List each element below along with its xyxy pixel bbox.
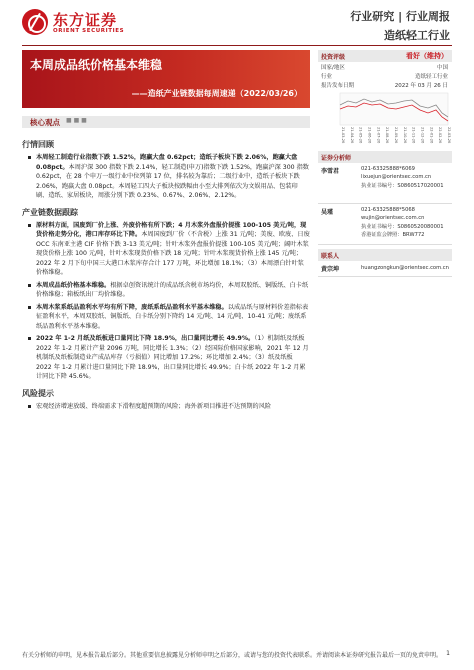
section-industry-title: 产业链数据跟踪 — [22, 207, 78, 217]
core-view-dots: ■ ■ ■ — [66, 117, 87, 124]
orient-securities-logo — [22, 9, 132, 39]
analysts-bar — [318, 151, 452, 163]
analyst-tel: 021-63325888*6069 — [361, 166, 415, 172]
bullet-text: 宏观经济增速放缓、终端需求下滑程度超预期的风险；海外新项目推进不达预期的风险 — [36, 402, 272, 410]
bullet-square-icon — [28, 405, 31, 408]
bullet-lead: 原材料方面，国废到厂价上涨、外废价格有所下跌；4 月木浆外盘报价提涨 100-105 美元/吨，现货价格走势分化，港口库存环比下降。 — [36, 221, 307, 238]
analyst-cert-hk: 香港证监会牌照：BRW772 — [361, 232, 425, 238]
analyst-card-1 — [318, 163, 452, 204]
x-tick-label: 21-03-26 — [341, 127, 345, 144]
bullet-square-icon — [28, 224, 31, 227]
page-number: 1 — [446, 650, 450, 657]
contact-email[interactable]: huangzongkun@orientsec.com.cn — [361, 265, 449, 271]
x-tick-label: 21-10-26 — [402, 127, 407, 144]
meta-row-date — [318, 80, 452, 89]
index-trend-chart — [318, 91, 452, 151]
analyst-cert: 执业证书编号：S0860517020001 — [361, 183, 444, 189]
industry-bullet-4 — [22, 334, 310, 382]
bullet-square-icon — [28, 306, 31, 309]
x-tick-label: 21-06-26 — [367, 127, 372, 144]
report-subtitle: ——造纸产业链数据每周速递（2022/03/26） — [131, 89, 302, 98]
risk-bullet-1 — [22, 402, 310, 412]
x-tick-label: 21-05-26 — [358, 127, 363, 144]
rating-bar — [318, 50, 452, 62]
bullet-text: 以成品纸与原材料价差指标表征盈利水平，本周双胶纸、铜版纸、白卡纸分别下降约 14 元/吨、14 元/吨、10-41 元/吨；废纸系纸品盈利水平基本维稳。 — [36, 303, 309, 330]
market-bullet-1 — [22, 153, 310, 201]
industry-bullet-2 — [22, 281, 310, 300]
bullet-lead: 本周木浆系纸品盈利水平均有所下降，废纸系纸品盈利水平基本维稳。 — [36, 303, 228, 311]
bullet-lead: 本周成品纸价格基本维稳。 — [36, 281, 111, 289]
analyst-email[interactable]: lixuejun@orientsec.com.cn — [361, 174, 432, 180]
analyst-name: 李雪君 — [321, 168, 340, 175]
report-header — [0, 0, 474, 46]
bullet-text: 本周国废到厂价（不含税）上涨 31 元/吨；美废、欧废、日废 OCC 东南亚主港 CIF 价格下跌 3-13 美元/吨；针叶木浆外盘报价提涨 100-105 美元/吨；阔叶木浆现货价格上涨 100 元/吨，针叶木浆现货价格下跌 18 元/吨；针叶木浆现货价格上涨 145 元/吨；2022 年 2 月下旬中国三大港口木浆库存合计 177 万吨，环比增加 18.1%；（3）本周漂白针叶浆价格维稳。 — [36, 231, 310, 276]
report-industry: 造纸轻工行业 — [384, 29, 450, 42]
logo-en-text: ORIENT SECURITIES — [53, 28, 125, 34]
x-tick-label: 22-02-26 — [438, 127, 443, 144]
meta-key: 行业 — [321, 74, 333, 80]
section-risk-title: 风险提示 — [22, 388, 54, 398]
rating-label: 投资评级 — [321, 54, 346, 61]
analyst-email[interactable]: wujin@orientsec.com.cn — [361, 215, 425, 221]
analyst-card-2 — [318, 204, 452, 245]
bullet-square-icon — [28, 284, 31, 287]
core-view-label: 核心观点 — [30, 118, 60, 127]
x-tick-label: 22-03-26 — [447, 127, 451, 144]
industry-bullet-3 — [22, 303, 310, 332]
main-content — [22, 133, 310, 414]
contacts-bar — [318, 249, 452, 261]
bullet-lead: 本周轻工制造行业指数下跌 1.52%，跑赢大盘 0.62pct；造纸子板块下跌 2.06%，跑赢大盘 0.08pct。 — [36, 154, 298, 171]
analysts-label: 证券分析师 — [321, 155, 352, 162]
bullet-text: 本周沪深 300 指数下跌 2.14%，轻工制造(申万)指数下跌 1.52%，跑赢沪深 300 指数 0.62pct，在 28 个申万一级行业中位列第 17 位，排名较为靠后；二级行业中，造纸子板块下跌 2.06%，跑赢大盘 0.08pct。本周轻工四大子板块按跌幅由小至大排列依次为文娱用品、包装印刷、造纸、家居板块，周涨分别下跌 0.23%、0.67%、2.06%、2.12%。 — [36, 163, 309, 199]
bullet-text: 根据卓创资讯统计的成品纸含税市场均价，本周双胶纸、铜版纸、白卡纸价格维稳；箱板纸出厂均价维稳。 — [36, 281, 309, 298]
bullet-square-icon — [28, 337, 31, 340]
title-banner — [22, 50, 310, 108]
x-tick-label: 21-12-26 — [420, 127, 425, 144]
contacts-label: 联系人 — [321, 253, 340, 260]
analyst-tel: 021-63325888*5068 — [361, 207, 415, 213]
logo-cn-text: 东方证券 — [53, 11, 118, 29]
report-type: 行业研究 | 行业周报 — [350, 10, 450, 23]
core-view-bar — [22, 116, 310, 128]
x-tick-label: 21-07-26 — [376, 127, 381, 144]
rating-value: 看好（维持） — [406, 52, 448, 60]
meta-value: 造纸轻工行业 — [414, 74, 448, 80]
logo-emblem-icon — [22, 9, 48, 35]
analyst-name: 吴瑾 — [321, 209, 334, 216]
meta-value: 2022 年 03 月 26 日 — [394, 83, 448, 89]
x-tick-label: 21-08-26 — [385, 127, 390, 144]
bullet-square-icon — [28, 156, 31, 159]
industry-bullet-1 — [22, 221, 310, 278]
meta-row-region — [318, 62, 452, 71]
report-title: 本周成品纸价格基本维稳 — [30, 58, 163, 72]
contact-name: 黄宗坤 — [321, 266, 340, 273]
trend-chart-svg — [318, 91, 452, 151]
meta-key: 国家/地区 — [321, 65, 345, 71]
x-tick-label: 22-01-26 — [429, 127, 434, 144]
x-tick-label: 21-09-26 — [394, 127, 398, 144]
meta-value: 中国 — [436, 65, 448, 71]
bullet-text: （1）机制纸及纸板 2022 年 1-2 月累计产量 2096 万吨，同比增长 1.3%；（2）经国际价格国家影响，2021 年 12 月机制纸及纸板制造业产成品库存（亏损值）同比增加 17.2%；环比增加 2.4%；（3）纸及纸板 2022 年 1-2 月累计进口量同比下降 18.9%，出口量同比增长 49.9%；白卡纸 2022 年 1-2 月累计同比下降 45.6%。 — [36, 335, 309, 380]
bullet-lead: 2022 年 1-2 月纸及纸板进口量同比下降 18.9%，出口量同比增长 49.9%。 — [36, 335, 255, 342]
x-tick-label: 21-11-26 — [411, 127, 416, 144]
meta-key: 报告发布日期 — [321, 83, 355, 89]
sidebar — [318, 50, 452, 277]
analyst-cert: 执业证书编号：S0860520080001 — [361, 224, 444, 230]
chart-x-axis-labels — [341, 127, 451, 144]
x-tick-label: 21-04-26 — [349, 127, 354, 144]
footer-disclaimer: 有关分析师的申明，见本报告最后部分。其他重要信息披露见分析师申明之后部分，或请与您的投资代表联系。并请阅读本证券研究报告最后一页的免责申明。 — [22, 652, 443, 659]
meta-row-industry — [318, 71, 452, 80]
section-market-title: 行情回顾 — [22, 140, 54, 149]
contact-card-1 — [318, 261, 452, 277]
header-divider — [22, 45, 452, 46]
